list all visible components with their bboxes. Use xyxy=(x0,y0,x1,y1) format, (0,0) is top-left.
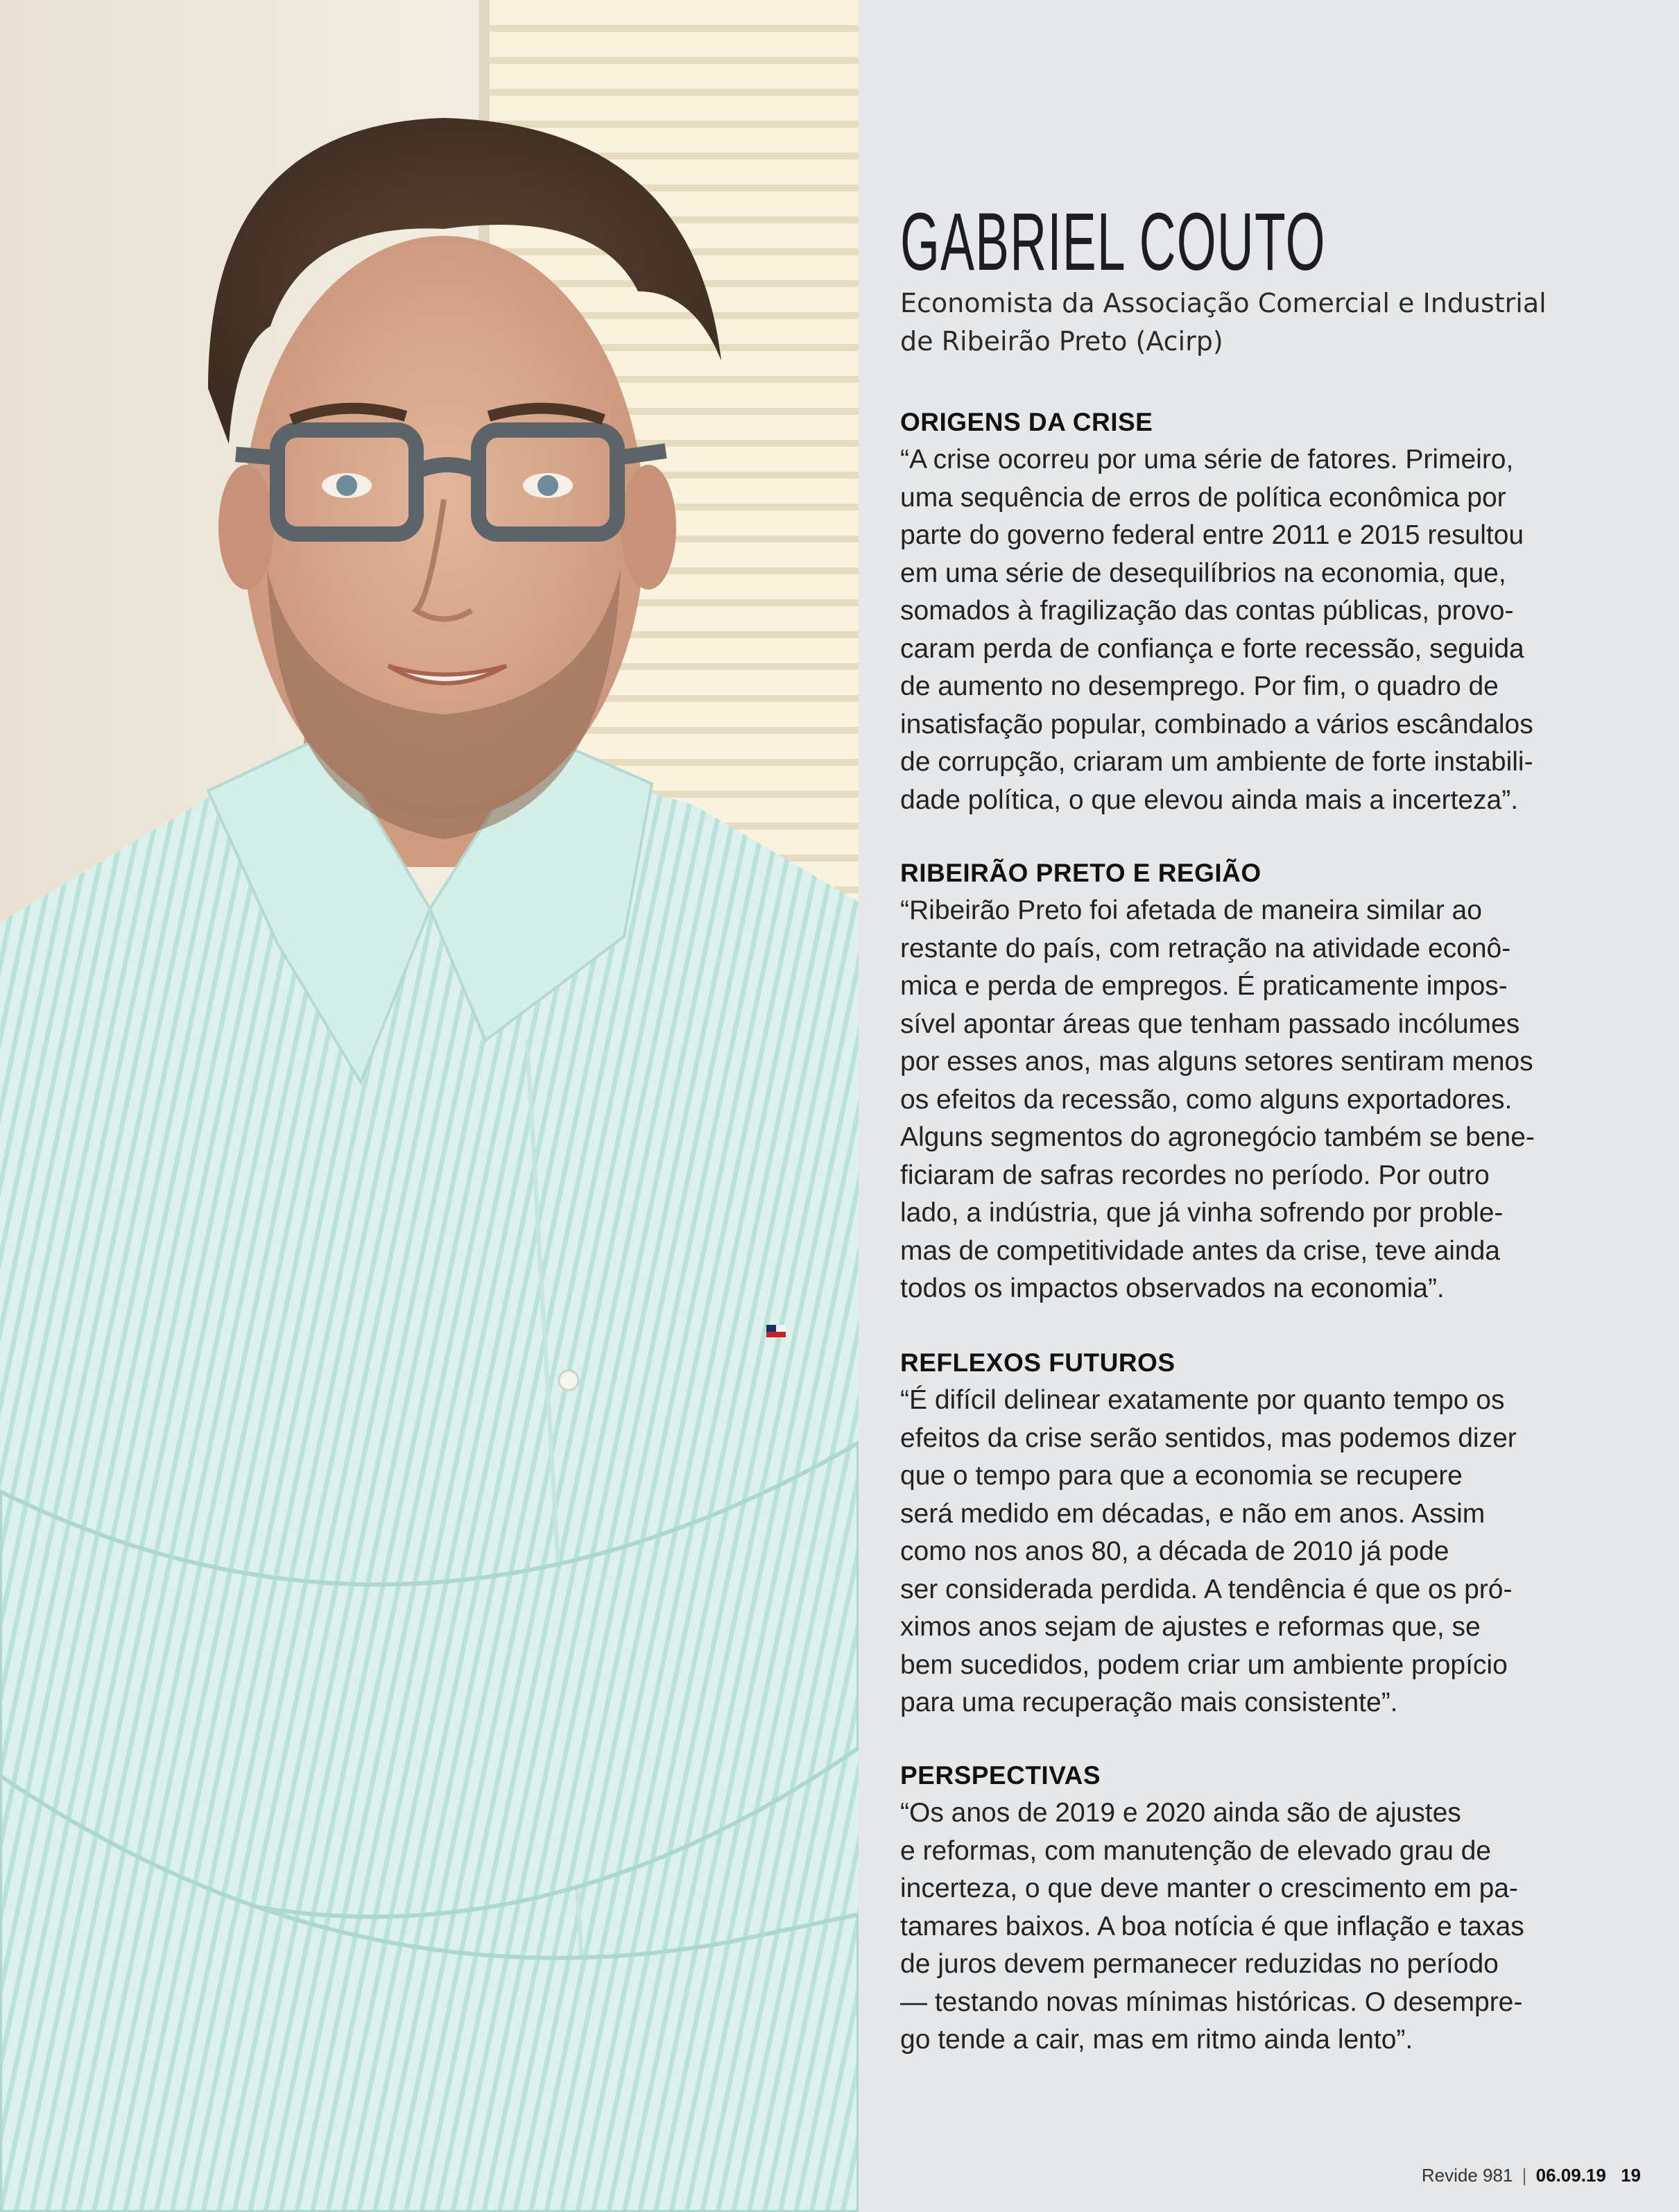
body-line: “É difícil delinear exatamente por quanto tempo os xyxy=(900,1385,1505,1415)
body-line: por esses anos, mas alguns setores sentiram menos xyxy=(900,1047,1533,1077)
section-body xyxy=(900,1382,1621,1722)
body-line: Alguns segmentos do agronegócio também se bene- xyxy=(900,1122,1535,1152)
body-line: restante do país, com retração na atividade econô- xyxy=(900,933,1511,963)
body-line: insatisfação popular, combinado a vários escândalos xyxy=(900,709,1533,739)
body-line: ximos anos sejam de ajustes e reformas que, se xyxy=(900,1612,1481,1642)
body-line: para uma recuperação mais consistente”. xyxy=(900,1688,1398,1717)
body-line: “Ribeirão Preto foi afetada de maneira similar ao xyxy=(900,895,1482,925)
body-line: dade política, o que elevou ainda mais a incerteza”. xyxy=(900,785,1519,815)
section-body xyxy=(900,441,1621,819)
person-role xyxy=(900,284,1594,361)
body-line: mas de competitividade antes da crise, teve ainda xyxy=(900,1235,1500,1266)
body-line: bem sucedidos, podem criar um ambiente propício xyxy=(900,1649,1508,1680)
section-body xyxy=(900,892,1621,1308)
body-line: que o tempo para que a economia se recupere xyxy=(900,1461,1463,1491)
body-line: de corrupção, criaram um ambiente de forte instabili- xyxy=(900,747,1533,777)
body-line: mica e perda de empregos. É praticamente impos- xyxy=(900,971,1508,1001)
body-line: parte do governo federal entre 2011 e 2015 resultou xyxy=(900,520,1524,550)
body-line: de aumento no desemprego. Por fim, o quadro de xyxy=(900,671,1499,701)
body-line: lado, a indústria, que já vinha sofrendo por proble- xyxy=(900,1198,1504,1228)
body-line: somados à fragilização das contas públicas, provo- xyxy=(900,596,1514,626)
section-ribeirao-preto-e-regiao xyxy=(900,855,1621,1308)
section-perspectivas xyxy=(900,1757,1621,2059)
issue-date: 06.09.19 xyxy=(1535,2165,1606,2186)
person-name: GABRIEL COUTO xyxy=(900,196,1326,288)
body-line: go tende a cair, mas em ritmo ainda lento”. xyxy=(900,2025,1413,2055)
body-line: caram perda de confiança e forte recessão, seguida xyxy=(900,633,1524,664)
body-line: “Os anos de 2019 e 2020 ainda são de ajustes xyxy=(900,1798,1461,1828)
body-line: e reformas, com manutenção de elevado grau de xyxy=(900,1835,1492,1866)
section-heading: ORIGENS DA CRISE xyxy=(900,408,1153,436)
body-line: em uma série de desequilíbrios na economia, que, xyxy=(900,558,1506,588)
page-number: 19 xyxy=(1621,2165,1641,2186)
body-line: os efeitos da recessão, como alguns exportadores. xyxy=(900,1084,1513,1115)
section-body xyxy=(900,1794,1621,2059)
body-line: efeitos da crise serão sentidos, mas podemos dizer xyxy=(900,1423,1517,1453)
magazine-issue: Revide 981 xyxy=(1421,2165,1513,2186)
body-line: de juros devem permanecer reduzidas no período xyxy=(900,1949,1499,1979)
footer-separator: | xyxy=(1522,2165,1527,2186)
body-line: incerteza, o que deve manter o crescimento em pa- xyxy=(900,1874,1518,1903)
role-line: de Ribeirão Preto (Acirp) xyxy=(900,326,1223,357)
page-footer xyxy=(1422,2165,1641,2186)
section-heading: PERSPECTIVAS xyxy=(900,1761,1101,1790)
body-line: como nos anos 80, a década de 2010 já pode xyxy=(900,1536,1449,1566)
section-heading: RIBEIRÃO PRETO E REGIÃO xyxy=(900,859,1262,887)
body-line: “A crise ocorreu por uma série de fatores. Primeiro, xyxy=(900,445,1514,474)
body-line: será medido em décadas, e não em anos. Assim xyxy=(900,1498,1486,1529)
article-text-panel xyxy=(859,0,1679,2212)
body-line: todos os impactos observados na economia”. xyxy=(900,1274,1445,1303)
section-origens-da-crise xyxy=(900,404,1621,819)
body-line: ficiaram de safras recordes no período. Por outro xyxy=(900,1160,1490,1190)
body-line: ser considerada perdida. A tendência é que os pró- xyxy=(900,1574,1513,1604)
role-line: Economista da Associação Comercial e Industrial xyxy=(900,288,1547,318)
body-line: — testando novas mínimas históricas. O desempre- xyxy=(900,1987,1523,2017)
section-reflexos-futuros xyxy=(900,1344,1621,1722)
body-line: uma sequência de erros de política econômica por xyxy=(900,482,1506,513)
body-line: tamares baixos. A boa notícia é que inflação e taxas xyxy=(900,1911,1524,1941)
body-line: sível apontar áreas que tenham passado incólumes xyxy=(900,1009,1520,1039)
section-heading: REFLEXOS FUTUROS xyxy=(900,1348,1176,1377)
